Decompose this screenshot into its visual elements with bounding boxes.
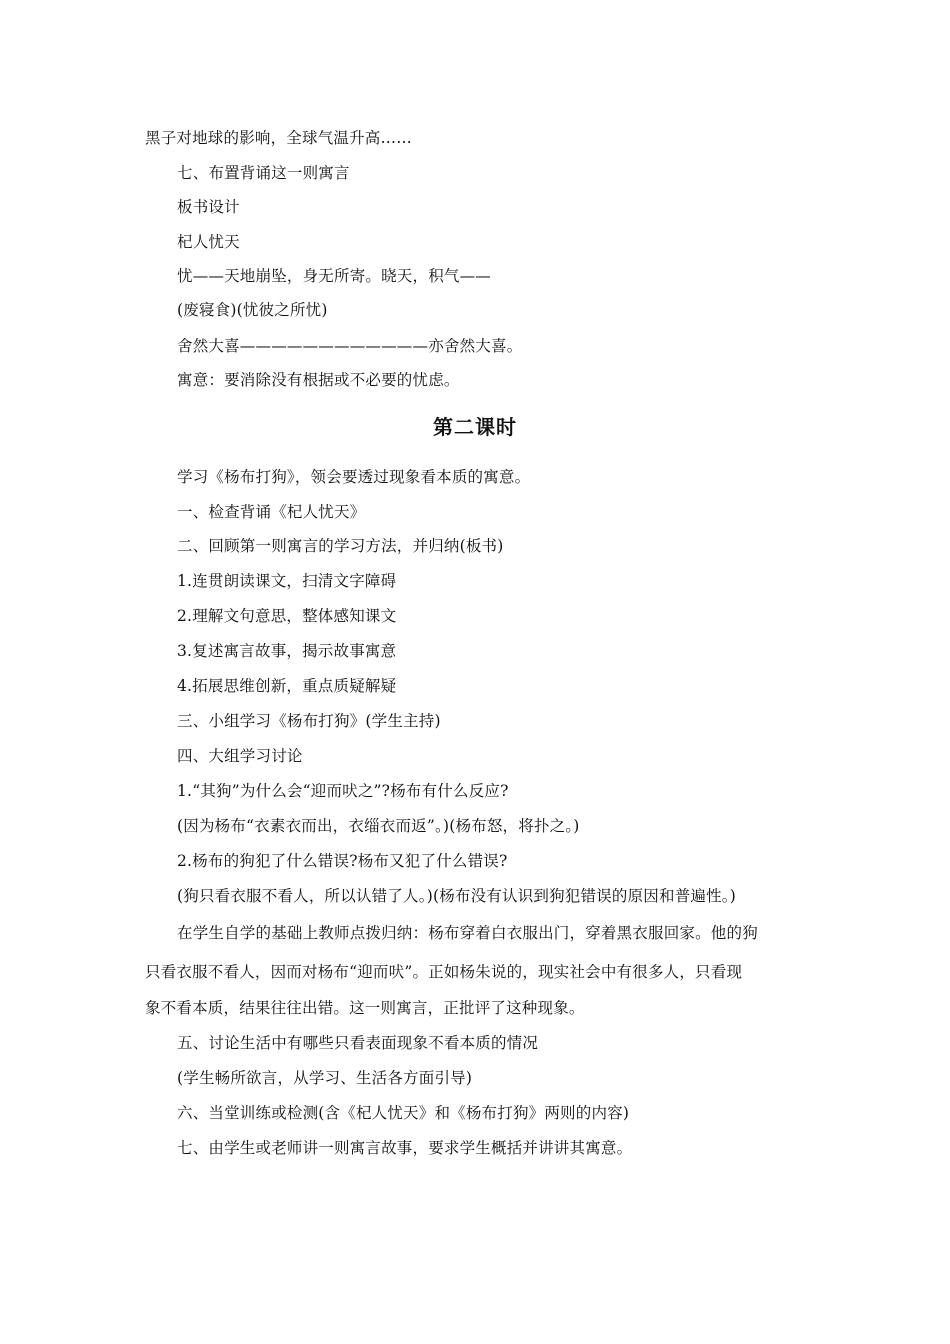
board-line: 忧——天地崩坠，身无所寄。晓天，积气—— — [177, 267, 492, 285]
lesson-step-note: (学生畅所欲言，从学习、生活各方面引导) — [177, 1069, 473, 1087]
method-item: 4.拓展思维创新，重点质疑解疑 — [177, 677, 397, 695]
continuation-line: 黑子对地球的影响，全球气温升高…… — [145, 129, 412, 147]
discussion-answer: (狗只看衣服不看人，所以认错了人。)(杨布没有认识到狗犯错误的原因和普遍性。) — [177, 887, 736, 905]
lesson-step: 三、小组学习《杨布打狗》(学生主持) — [177, 712, 441, 730]
lesson-step: 六、当堂训练或检测(含《杞人忧天》和《杨布打狗》两则的内容) — [177, 1104, 630, 1122]
board-title: 杞人忧天 — [177, 233, 240, 251]
method-item: 2.理解文句意思，整体感知课文 — [177, 607, 397, 625]
lesson-step: 四、大组学习讨论 — [177, 747, 303, 765]
discussion-question: 1.“其狗”为什么会“迎而吠之”?杨布有什么反应? — [177, 782, 509, 800]
discussion-question: 2.杨布的狗犯了什么错误?杨布又犯了什么错误? — [177, 852, 508, 870]
discussion-answer: (因为杨布“衣素衣而出，衣缁衣而返”。)(杨布怒，将扑之。) — [177, 817, 580, 835]
moral-line: 寓意：要消除没有根据或不必要的忧虑。 — [177, 371, 460, 389]
lesson-step: 一、检查背诵《杞人忧天》 — [177, 503, 366, 521]
board-line: (废寝食)(忧彼之所忧) — [177, 301, 328, 319]
assignment-step: 七、布置背诵这一则寓言 — [177, 164, 350, 182]
board-design-label: 板书设计 — [177, 198, 240, 216]
summary-paragraph-line: 只看衣服不看人，因而对杨布“迎而吠”。正如杨朱说的，现实社会中有很多人，只看现 — [145, 963, 743, 981]
lesson-intro: 学习《杨布打狗》，领会要透过现象看本质的寓意。 — [177, 468, 531, 486]
section-title: 第二课时 — [433, 415, 517, 439]
lesson-step: 七、由学生或老师讲一则寓言故事，要求学生概括并讲讲其寓意。 — [177, 1139, 633, 1157]
lesson-step: 五、讨论生活中有哪些只看表面现象不看本质的情况 — [177, 1034, 539, 1052]
board-line: 舍然大喜————————————亦舍然大喜。 — [177, 337, 523, 355]
summary-paragraph-line: 在学生自学的基础上教师点拨归纳：杨布穿着白衣服出门，穿着黑衣服回家。他的狗 — [177, 924, 758, 942]
summary-paragraph-line: 象不看本质，结果往往出错。这一则寓言，正批评了这种现象。 — [145, 999, 585, 1017]
method-item: 3.复述寓言故事，揭示故事寓意 — [177, 642, 397, 660]
method-item: 1.连贯朗读课文，扫清文字障碍 — [177, 572, 397, 590]
lesson-step: 二、回顾第一则寓言的学习方法，并归纳(板书) — [177, 537, 504, 555]
